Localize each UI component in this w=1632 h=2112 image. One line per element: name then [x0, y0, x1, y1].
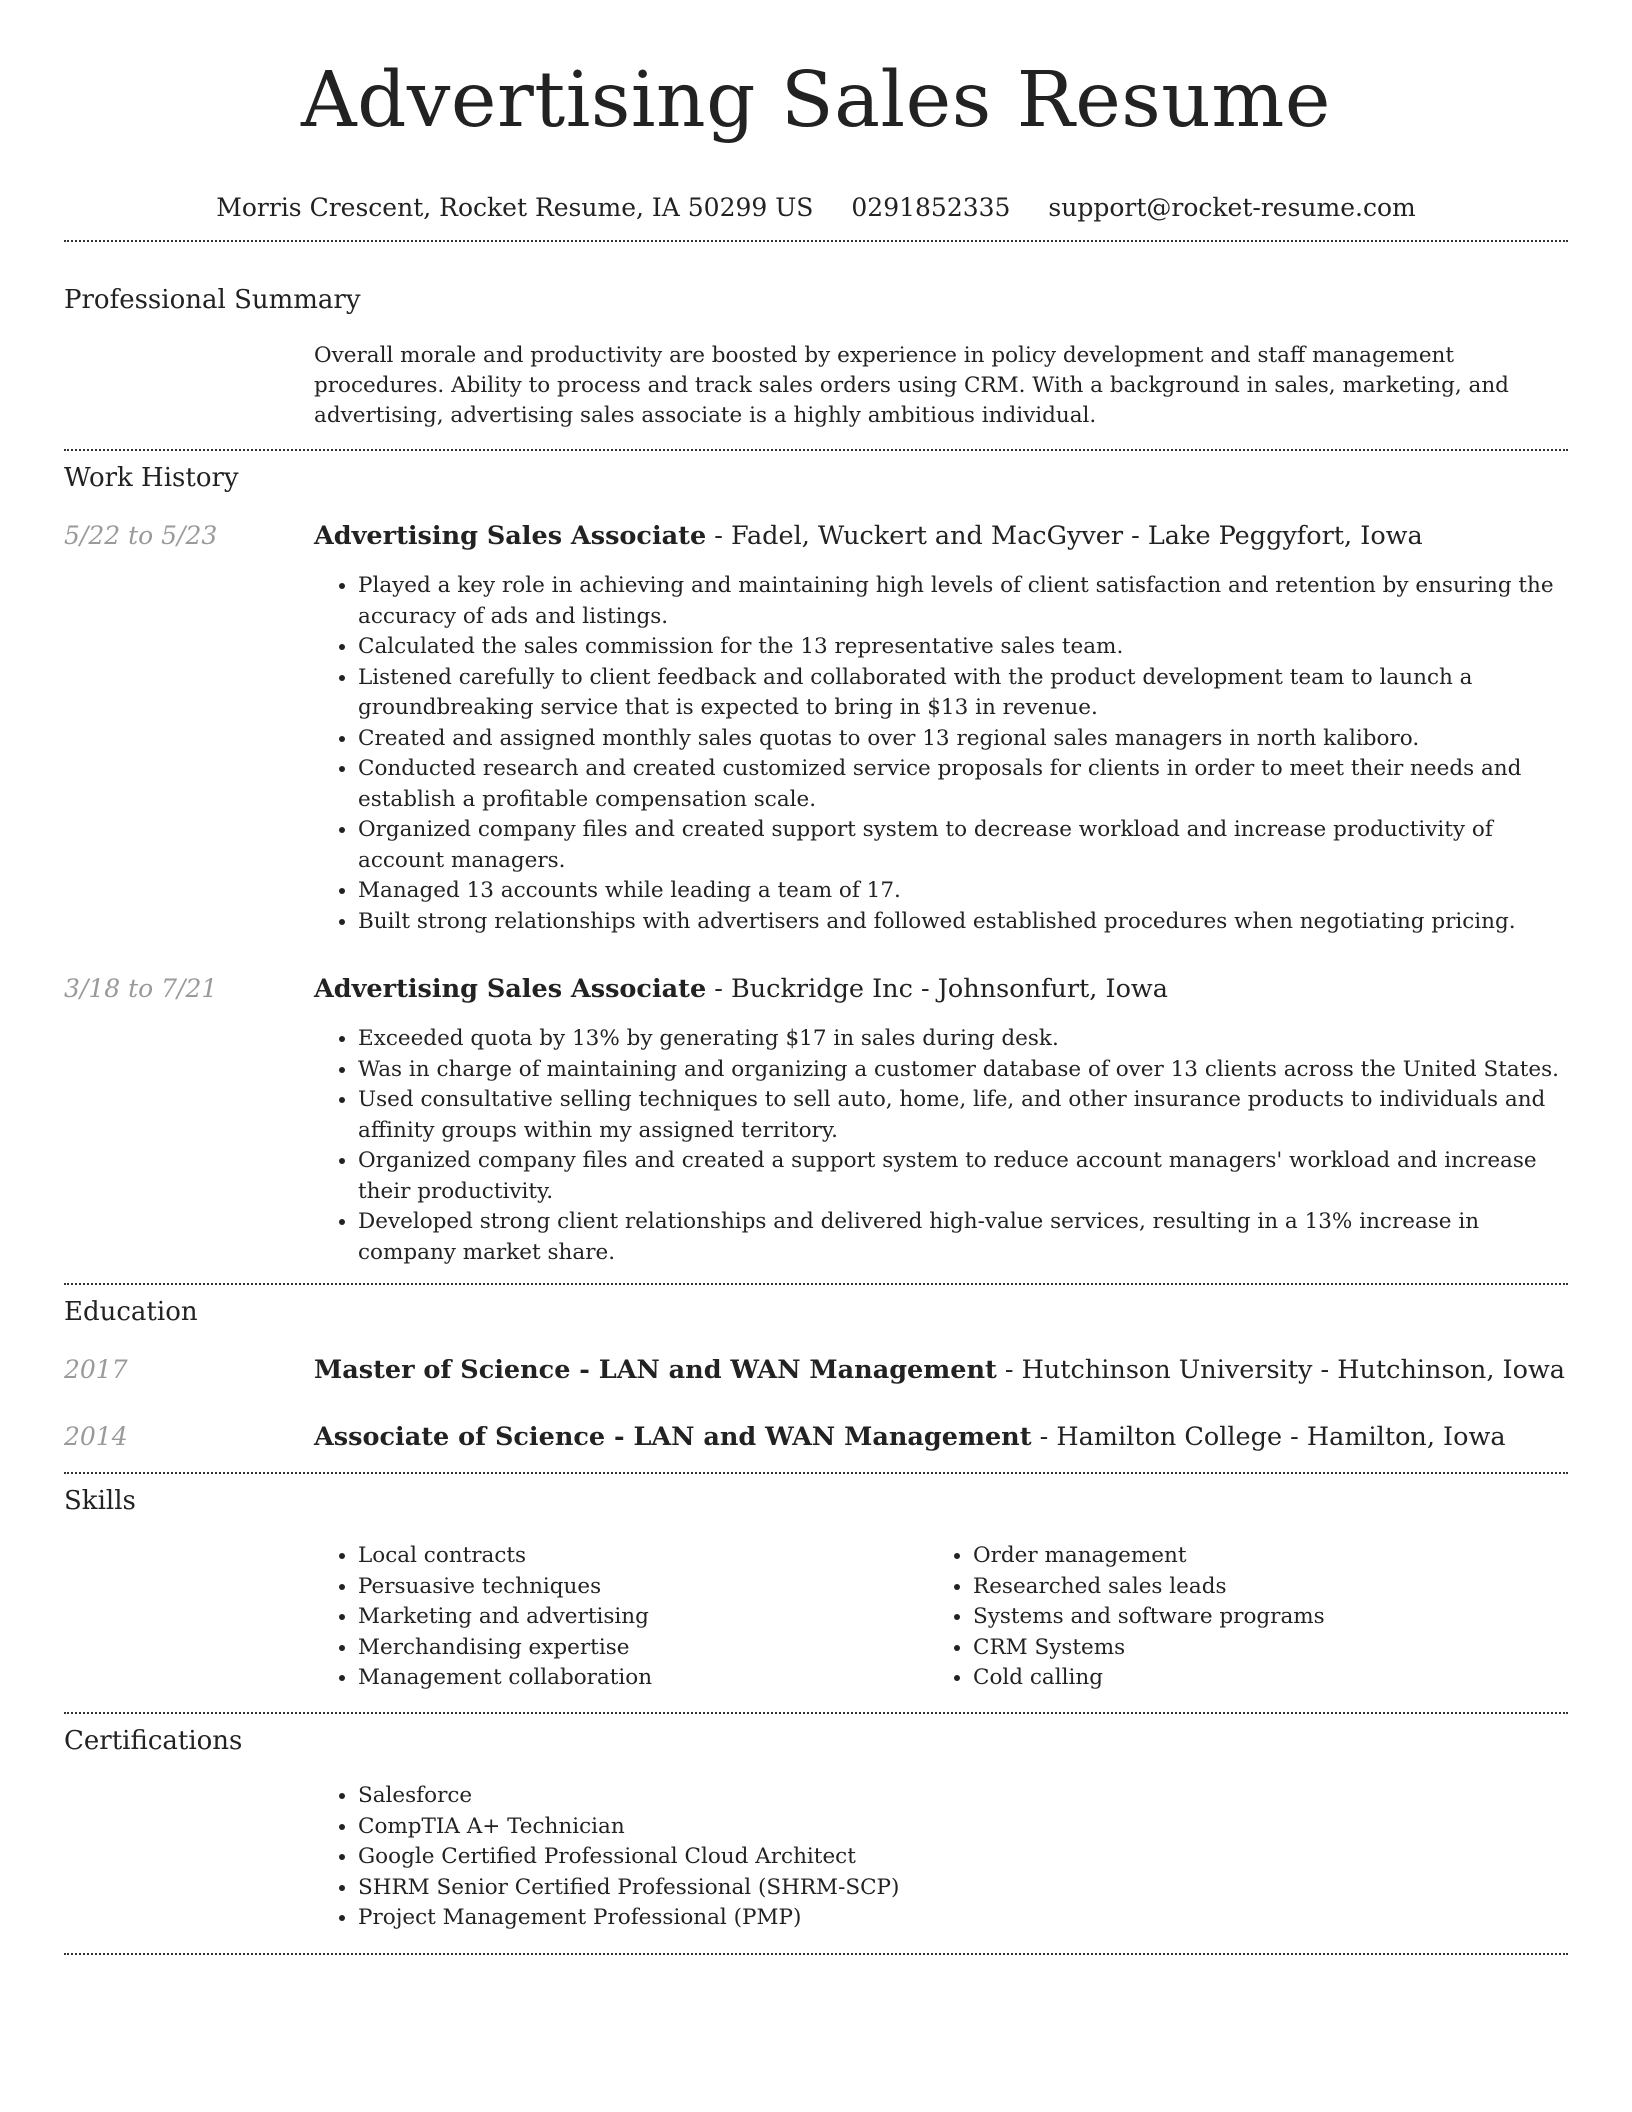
list-item: • Managed 13 accounts while leading a team of 17.	[358, 876, 1568, 907]
divider	[64, 1472, 1568, 1474]
skills-list	[929, 1541, 1549, 1694]
section-title-certifications: Certifications	[64, 1726, 243, 1756]
section-title-education: Education	[64, 1297, 198, 1327]
list-item: • Played a key role in achieving and maintaining high levels of client satisfaction and retention by ensuring the accuracy of ads and listings.	[358, 571, 1568, 632]
list-item: • Management collaboration	[358, 1663, 914, 1694]
list-item: • Merchandising expertise	[358, 1633, 914, 1664]
divider	[64, 1283, 1568, 1285]
job-role: Advertising Sales Associate	[314, 521, 707, 551]
list-item: • CRM Systems	[973, 1633, 1549, 1664]
list-item: • Conducted research and created customized service proposals for clients in order to meet their needs and establish a profitable compensation scale.	[358, 754, 1568, 815]
list-item: • Was in charge of maintaining and organizing a customer database of over 13 clients across the United States.	[358, 1055, 1568, 1086]
section-title-skills: Skills	[64, 1486, 136, 1516]
list-item: • Organized company files and created support system to decrease workload and increase productivity of account managers.	[358, 815, 1568, 876]
list-item: • Organized company files and created a support system to reduce account managers' workload and increase their productivity.	[358, 1146, 1568, 1207]
list-item: • Listened carefully to client feedback and collaborated with the product development team to launch a groundbreaking service that is expected to bring in $13 in revenue.	[358, 663, 1568, 724]
job-heading	[314, 973, 1168, 1005]
list-item: • Persuasive techniques	[358, 1572, 914, 1603]
education-details: - Hutchinson University - Hutchinson, Iowa	[996, 1355, 1565, 1385]
skills-column-left	[314, 1541, 914, 1694]
job-role: Advertising Sales Associate	[314, 974, 707, 1004]
education-degree: Associate of Science - LAN and WAN Management	[314, 1422, 1032, 1452]
list-item: • Local contracts	[358, 1541, 914, 1572]
divider	[64, 449, 1568, 451]
job-dates: 3/18 to 7/21	[64, 974, 218, 1003]
contact-address: Morris Crescent, Rocket Resume, IA 50299 US	[216, 193, 814, 222]
list-item: • Used consultative selling techniques to sell auto, home, life, and other insurance products to individuals and affinity groups within my assigned territory.	[358, 1085, 1568, 1146]
list-item: • SHRM Senior Certified Professional (SHRM-SCP)	[358, 1873, 1568, 1904]
list-item: • Google Certified Professional Cloud Architect	[358, 1842, 1568, 1873]
list-item: • Project Management Professional (PMP)	[358, 1903, 1568, 1934]
skills-list	[314, 1541, 914, 1694]
list-item: • CompTIA A+ Technician	[358, 1812, 1568, 1843]
skills-column-right	[929, 1541, 1549, 1694]
summary-text-block	[314, 341, 1568, 431]
certifications-list	[314, 1781, 1568, 1934]
divider	[64, 1953, 1568, 1955]
resume-title: Advertising Sales Resume	[301, 56, 1331, 145]
job-heading	[314, 520, 1423, 552]
contact-line	[0, 192, 1632, 224]
list-item: • Researched sales leads	[973, 1572, 1549, 1603]
divider	[64, 240, 1568, 242]
job-bullet-list	[314, 1024, 1568, 1268]
summary-text: Overall morale and productivity are boosted by experience in policy development and staff management procedures. Ability to process and track sales orders using CRM. With a background in sales, marketing, and advertising, advertising sales associate is a highly ambitious individual.	[314, 343, 1509, 428]
list-item: • Marketing and advertising	[358, 1602, 914, 1633]
job-details: - Buckridge Inc - Johnsonfurt, Iowa	[706, 974, 1168, 1004]
contact-email: support@rocket-resume.com	[1048, 193, 1416, 222]
list-item: • Developed strong client relationships and delivered high-value services, resulting in a 13% increase in company market share.	[358, 1207, 1568, 1268]
section-title-work-history: Work History	[64, 463, 239, 493]
list-item: • Built strong relationships with advertisers and followed established procedures when negotiating pricing.	[358, 907, 1568, 938]
job-bullet-list	[314, 571, 1568, 937]
education-heading	[314, 1354, 1565, 1386]
job-bullets-block	[314, 571, 1568, 937]
divider	[64, 1712, 1568, 1714]
certifications-block	[314, 1781, 1568, 1934]
job-bullets-block	[314, 1024, 1568, 1268]
list-item: • Calculated the sales commission for the 13 representative sales team.	[358, 632, 1568, 663]
job-dates: 5/22 to 5/23	[64, 521, 218, 550]
education-degree: Master of Science - LAN and WAN Management	[314, 1355, 997, 1385]
education-year: 2017	[64, 1355, 128, 1384]
contact-phone: 0291852335	[851, 193, 1011, 222]
list-item: • Order management	[973, 1541, 1549, 1572]
section-title-summary: Professional Summary	[64, 285, 361, 315]
list-item: • Exceeded quota by 13% by generating $17 in sales during desk.	[358, 1024, 1568, 1055]
list-item: • Systems and software programs	[973, 1602, 1549, 1633]
job-details: - Fadel, Wuckert and MacGyver - Lake Peggyfort, Iowa	[706, 521, 1423, 551]
list-item: • Created and assigned monthly sales quotas to over 13 regional sales managers in north kaliboro.	[358, 724, 1568, 755]
list-item: • Salesforce	[358, 1781, 1568, 1812]
education-details: - Hamilton College - Hamilton, Iowa	[1031, 1422, 1506, 1452]
list-item: • Cold calling	[973, 1663, 1549, 1694]
education-heading	[314, 1421, 1506, 1453]
education-year: 2014	[64, 1422, 128, 1451]
